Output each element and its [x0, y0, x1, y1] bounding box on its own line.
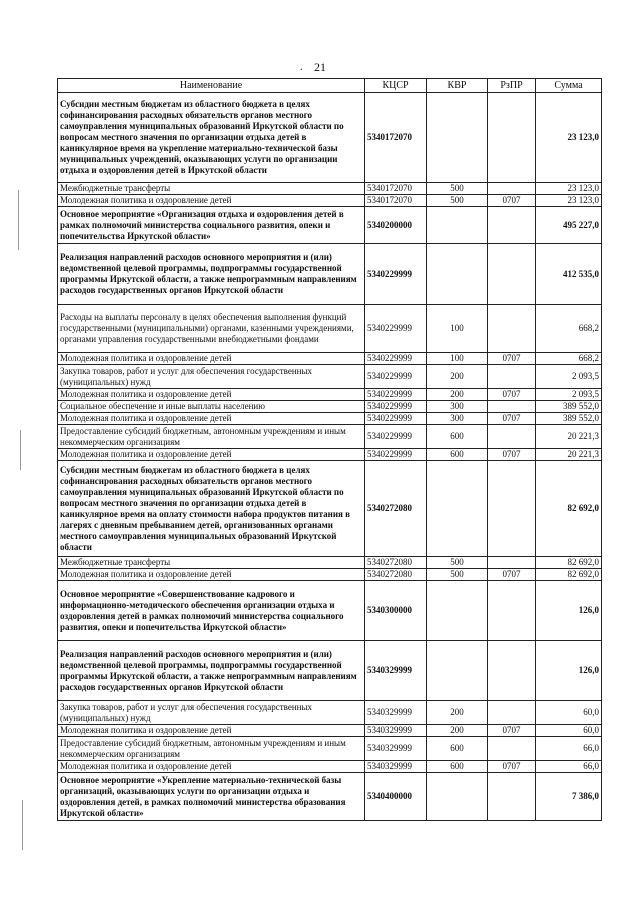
row-name: Молодежная политика и оздоровление детей — [58, 389, 365, 401]
row-sum: 60,0 — [536, 701, 602, 725]
row-name: Молодежная политика и оздоровление детей — [58, 413, 365, 425]
row-kvr — [427, 93, 488, 183]
row-kvr: 600 — [427, 449, 488, 461]
table-row — [58, 365, 602, 389]
row-kvr: 200 — [427, 365, 488, 389]
row-name: Предоставление субсидий бюджетным, автономным учреждениям и иным некоммерческим организациям — [58, 737, 365, 761]
row-sum: 20 221,3 — [536, 425, 602, 449]
table-row — [58, 244, 602, 305]
row-name: Молодежная политика и оздоровление детей — [58, 569, 365, 581]
row-name: Молодежная политика и оздоровление детей — [58, 195, 365, 207]
row-kvr — [427, 207, 488, 244]
row-rzpr: 0707 — [488, 353, 536, 365]
table-row — [58, 701, 602, 725]
header-kcsr: КЦСР — [365, 79, 427, 93]
row-kcsr: 5340229999 — [365, 401, 427, 413]
row-sum: 126,0 — [536, 641, 602, 701]
table-row — [58, 413, 602, 425]
row-kvr: 200 — [427, 725, 488, 737]
table-row — [58, 641, 602, 701]
table-row — [58, 389, 602, 401]
row-kcsr: 5340229999 — [365, 244, 427, 305]
row-rzpr — [488, 773, 536, 821]
row-sum: 20 221,3 — [536, 449, 602, 461]
row-sum: 82 692,0 — [536, 557, 602, 569]
row-kvr — [427, 773, 488, 821]
row-kcsr: 5340329999 — [365, 701, 427, 725]
row-name: Молодежная политика и оздоровление детей — [58, 449, 365, 461]
row-kcsr: 5340229999 — [365, 389, 427, 401]
row-name: Закупка товаров, работ и услуг для обеспечения государственных (муниципальных) нужд — [58, 365, 365, 389]
row-kvr: 100 — [427, 305, 488, 353]
row-sum: 2 093,5 — [536, 389, 602, 401]
row-kvr: 600 — [427, 737, 488, 761]
table-row — [58, 773, 602, 821]
row-sum: 412 535,0 — [536, 244, 602, 305]
row-rzpr — [488, 581, 536, 641]
row-sum: 66,0 — [536, 761, 602, 773]
row-name: Основное мероприятие «Совершенствование кадрового и информационно-методического обеспечения организации отдыха и оздоровления детей в рамках полномочий министерства социального развития, опеки и попечительства Иркутской области» — [58, 581, 365, 641]
table-row — [58, 581, 602, 641]
table-row — [58, 725, 602, 737]
row-kvr: 500 — [427, 195, 488, 207]
row-kvr: 200 — [427, 389, 488, 401]
row-kcsr: 5340229999 — [365, 413, 427, 425]
row-sum: 23 123,0 — [536, 93, 602, 183]
row-sum: 668,2 — [536, 305, 602, 353]
row-kvr: 500 — [427, 557, 488, 569]
row-rzpr: 0707 — [488, 413, 536, 425]
row-rzpr — [488, 183, 536, 195]
row-sum: 82 692,0 — [536, 569, 602, 581]
row-kcsr: 5340172070 — [365, 183, 427, 195]
header-rzpr: РзПР — [488, 79, 536, 93]
row-name: Молодежная политика и оздоровление детей — [58, 725, 365, 737]
scan-artifact — [18, 190, 19, 250]
table-row — [58, 353, 602, 365]
row-kcsr: 5340172070 — [365, 93, 427, 183]
row-rzpr: 0707 — [488, 389, 536, 401]
row-sum: 7 386,0 — [536, 773, 602, 821]
row-kcsr: 5340272080 — [365, 569, 427, 581]
scan-artifact — [22, 800, 23, 850]
row-kcsr: 5340229999 — [365, 353, 427, 365]
row-rzpr: 0707 — [488, 569, 536, 581]
row-sum: 2 093,5 — [536, 365, 602, 389]
row-kvr: 200 — [427, 701, 488, 725]
table-row — [58, 183, 602, 195]
row-name: Молодежная политика и оздоровление детей — [58, 761, 365, 773]
row-kvr — [427, 641, 488, 701]
row-name: Предоставление субсидий бюджетным, автономным учреждениям и иным некоммерческим организациям — [58, 425, 365, 449]
row-rzpr — [488, 701, 536, 725]
row-kcsr: 5340229999 — [365, 365, 427, 389]
table-row — [58, 93, 602, 183]
row-kcsr: 5340400000 — [365, 773, 427, 821]
row-kvr: 500 — [427, 569, 488, 581]
row-sum: 60,0 — [536, 725, 602, 737]
row-rzpr — [488, 401, 536, 413]
row-name: Субсидии местным бюджетам из областного бюджета в целях софинансирования расходных обязательств органов местного самоуправления муниципальных образований Иркутской области по вопросам местного значения по организации отдыха детей в каникулярное время на оплату стоимости набора продуктов питания в лагерях с дневным пребыванием детей, организованных органами местного самоуправления муниципальных образований Иркутской области — [58, 461, 365, 557]
row-sum: 23 123,0 — [536, 195, 602, 207]
row-rzpr — [488, 365, 536, 389]
row-kvr: 300 — [427, 401, 488, 413]
row-rzpr — [488, 557, 536, 569]
row-name: Субсидии местным бюджетам из областного бюджета в целях софинансирования расходных обязательств органов местного самоуправления муниципальных образований Иркутской области по вопросам местного значения по организации отдыха детей в каникулярное время на укрепление материально-технической базы муниципальных учреждений, оказывающих услуги по организации отдыха и оздоровления детей в Иркутской области — [58, 93, 365, 183]
row-sum: 82 692,0 — [536, 461, 602, 557]
scan-dot: . — [300, 62, 303, 73]
row-kcsr: 5340329999 — [365, 641, 427, 701]
row-sum: 389 552,0 — [536, 401, 602, 413]
row-kcsr: 5340229999 — [365, 425, 427, 449]
row-name: Социальное обеспечение и иные выплаты населению — [58, 401, 365, 413]
row-rzpr: 0707 — [488, 725, 536, 737]
row-kcsr: 5340229999 — [365, 449, 427, 461]
header-kvr: КВР — [427, 79, 488, 93]
row-kvr — [427, 461, 488, 557]
table-row — [58, 449, 602, 461]
scan-artifact — [20, 430, 21, 470]
row-kcsr: 5340329999 — [365, 737, 427, 761]
table-row — [58, 737, 602, 761]
row-kcsr: 5340300000 — [365, 581, 427, 641]
table-row — [58, 425, 602, 449]
row-kvr: 600 — [427, 425, 488, 449]
table-row — [58, 569, 602, 581]
row-rzpr: 0707 — [488, 761, 536, 773]
row-kvr: 300 — [427, 413, 488, 425]
row-rzpr — [488, 425, 536, 449]
row-sum: 389 552,0 — [536, 413, 602, 425]
row-rzpr — [488, 737, 536, 761]
row-sum: 23 123,0 — [536, 183, 602, 195]
row-sum: 668,2 — [536, 353, 602, 365]
table-row — [58, 461, 602, 557]
table-row — [58, 401, 602, 413]
row-rzpr: 0707 — [488, 195, 536, 207]
row-rzpr: 0707 — [488, 449, 536, 461]
table-row — [58, 305, 602, 353]
row-name: Расходы на выплаты персоналу в целях обеспечения выполнения функций государственными (муниципальными) органами, казенными учреждениями, органами управления государственными внебюджетными фондами — [58, 305, 365, 353]
row-kcsr: 5340329999 — [365, 725, 427, 737]
budget-table — [57, 78, 602, 821]
table-row — [58, 207, 602, 244]
row-kvr: 100 — [427, 353, 488, 365]
row-name: Межбюджетные трансферты — [58, 557, 365, 569]
row-kcsr: 5340329999 — [365, 761, 427, 773]
row-name: Межбюджетные трансферты — [58, 183, 365, 195]
row-name: Основное мероприятие «Организация отдыха и оздоровления детей в рамках полномочий министерства социального развития, опеки и попечительства Иркутской области» — [58, 207, 365, 244]
row-sum: 66,0 — [536, 737, 602, 761]
row-rzpr — [488, 93, 536, 183]
row-sum: 126,0 — [536, 581, 602, 641]
row-kvr — [427, 581, 488, 641]
table-body — [58, 93, 602, 821]
row-kcsr: 5340200000 — [365, 207, 427, 244]
header-name: Наименование — [58, 79, 365, 93]
row-rzpr — [488, 641, 536, 701]
table-row — [58, 557, 602, 569]
table-row — [58, 761, 602, 773]
row-kcsr: 5340172070 — [365, 195, 427, 207]
row-kvr — [427, 244, 488, 305]
page-number: 21 — [314, 60, 326, 74]
row-name: Закупка товаров, работ и услуг для обеспечения государственных (муниципальных) нужд — [58, 701, 365, 725]
row-rzpr — [488, 305, 536, 353]
row-kvr: 600 — [427, 761, 488, 773]
row-name: Реализация направлений расходов основного мероприятия и (или) ведомственной целевой программы, подпрограммы государственной программы Иркутской области, а также непрограммным направлениям расходов государственных органов Иркутской области — [58, 641, 365, 701]
row-kvr: 500 — [427, 183, 488, 195]
header-sum: Сумма — [536, 79, 602, 93]
table-row — [58, 195, 602, 207]
table-header-row — [58, 79, 602, 93]
row-name: Основное мероприятие «Укрепление материально-технической базы организаций, оказывающих услуги по организации отдыха и оздоровления детей, в рамках полномочий министерства образования Иркутской области» — [58, 773, 365, 821]
row-name: Молодежная политика и оздоровление детей — [58, 353, 365, 365]
row-kcsr: 5340229999 — [365, 305, 427, 353]
row-rzpr — [488, 461, 536, 557]
row-rzpr — [488, 244, 536, 305]
row-name: Реализация направлений расходов основного мероприятия и (или) ведомственной целевой программы, подпрограммы государственной программы Иркутской области, а также непрограммным направлениям расходов государственных органов Иркутской области — [58, 244, 365, 305]
row-rzpr — [488, 207, 536, 244]
row-sum: 495 227,0 — [536, 207, 602, 244]
row-kcsr: 5340272080 — [365, 557, 427, 569]
row-kcsr: 5340272080 — [365, 461, 427, 557]
